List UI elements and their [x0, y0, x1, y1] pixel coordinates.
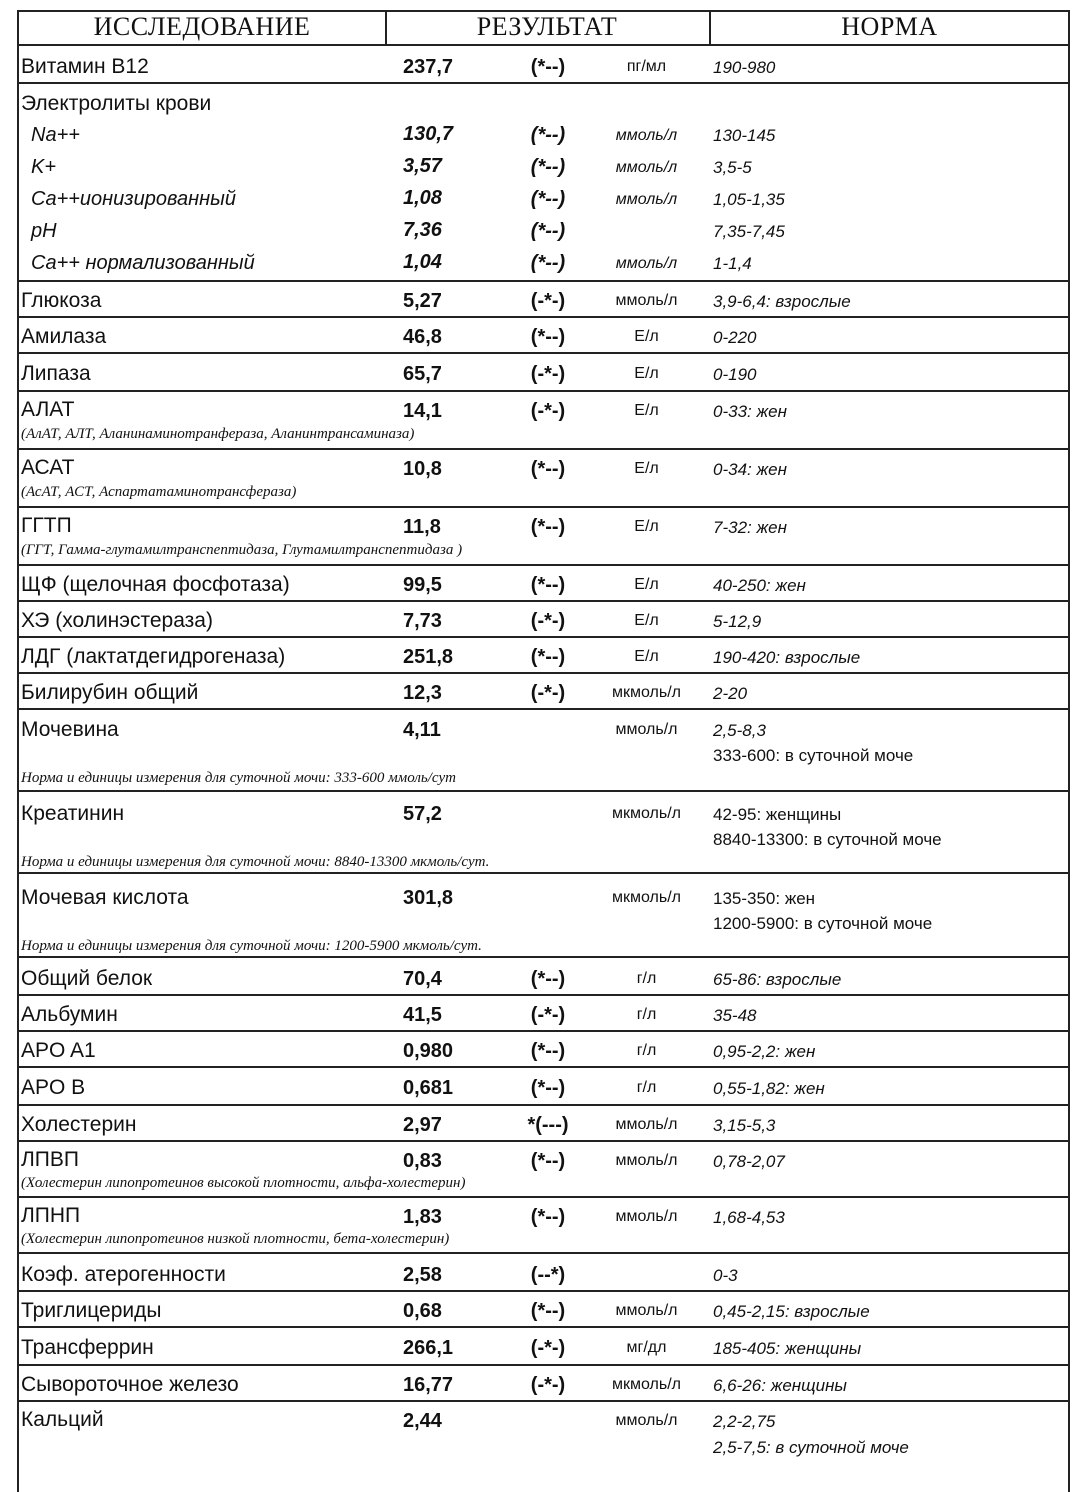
- test-unit: мкмоль/л: [612, 805, 681, 822]
- test-norm-urine: 2,5-7,5: в суточной моче: [713, 1438, 909, 1457]
- test-unit: Е/л: [634, 648, 659, 665]
- sub-test-name: Na++: [31, 124, 80, 146]
- test-value: 0,83: [403, 1150, 442, 1172]
- test-name: Триглицериды: [21, 1299, 162, 1322]
- test-norm: 3,9-6,4: взрослые: [713, 292, 851, 311]
- sub-test-norm: 7,35-7,45: [713, 222, 785, 241]
- test-name: Креатинин: [21, 802, 125, 825]
- results-table: [17, 46, 1070, 1492]
- test-value: 41,5: [403, 1004, 442, 1026]
- test-unit: Е/л: [634, 365, 659, 382]
- test-name: Мочевая кислота: [21, 886, 189, 909]
- test-norm-urine: 333-600: в суточной моче: [713, 746, 914, 765]
- test-name: АЛАТ: [21, 398, 75, 421]
- test-norm: 65-86: взрослые: [713, 970, 842, 989]
- sub-test-unit: ммоль/л: [615, 127, 678, 144]
- sub-test-value: 3,57: [403, 155, 442, 177]
- test-flag: *(---): [527, 1114, 569, 1136]
- test-flag: (*--): [530, 646, 566, 668]
- test-norm: 3,15-5,3: [713, 1116, 776, 1135]
- test-unit: Е/л: [634, 402, 659, 419]
- test-note: (АсАТ, АСТ, Аспартатаминотрансфераза): [21, 484, 297, 500]
- sub-test-unit: ммоль/л: [615, 159, 678, 176]
- sub-test-name: pH: [31, 220, 57, 242]
- test-unit: ммоль/л: [615, 1208, 678, 1225]
- sub-test-flag: (*--): [530, 188, 566, 210]
- test-name: Сывороточное железо: [21, 1373, 239, 1396]
- test-norm: 135-350: жен: [713, 889, 816, 908]
- test-note: (АлАТ, АЛТ, Аланинаминотранфераза, Аланинтрансаминаза): [21, 426, 415, 442]
- test-norm: 2-20: [713, 684, 748, 703]
- sub-test-flag: (*--): [530, 220, 566, 242]
- test-unit: мг/дл: [626, 1339, 667, 1356]
- header-result: РЕЗУЛЬТАТ: [385, 12, 711, 46]
- test-flag: (-*-): [530, 682, 566, 704]
- test-flag: (*--): [530, 1077, 566, 1099]
- sub-test-value: 1,04: [403, 251, 442, 273]
- test-unit: ммоль/л: [615, 1152, 678, 1169]
- sub-test-value: 7,36: [403, 219, 442, 241]
- test-value: 5,27: [403, 290, 442, 312]
- test-unit: мкмоль/л: [612, 684, 681, 701]
- test-value: 99,5: [403, 574, 442, 596]
- test-unit: Е/л: [634, 328, 659, 345]
- test-note: (Холестерин липопротеинов высокой плотности, альфа-холестерин): [21, 1175, 466, 1191]
- table-row: [19, 1364, 1068, 1402]
- test-value: 14,1: [403, 400, 442, 422]
- test-value: 2,44: [403, 1410, 442, 1432]
- test-note: Норма и единицы измерения для суточной мочи: 1200-5900 мкмоль/сут.: [21, 938, 482, 954]
- test-unit: г/л: [636, 1006, 657, 1023]
- test-flag: (*--): [530, 968, 566, 990]
- test-unit: мкмоль/л: [612, 889, 681, 906]
- test-unit: г/л: [636, 1042, 657, 1059]
- sub-test-norm: 1,05-1,35: [713, 190, 785, 209]
- test-flag: (*--): [530, 56, 566, 78]
- table-row: [19, 564, 1068, 602]
- test-norm: 7-32: жен: [713, 518, 787, 537]
- test-name: APO B: [21, 1076, 86, 1099]
- table-row: [19, 280, 1068, 318]
- table-row: [19, 316, 1068, 354]
- test-note: Норма и единицы измерения для суточной мочи: 333-600 ммоль/сут: [21, 770, 456, 786]
- test-norm: 185-405: женщины: [713, 1339, 862, 1358]
- test-value: 2,58: [403, 1264, 442, 1286]
- test-norm: 6,6-26: женщины: [713, 1376, 847, 1395]
- table-row: [19, 448, 1068, 508]
- test-norm: 0-190: [713, 365, 757, 384]
- test-unit: ммоль/л: [615, 1116, 678, 1133]
- test-norm: 0-34: жен: [713, 460, 787, 479]
- test-norm: 0,45-2,15: взрослые: [713, 1302, 870, 1321]
- test-name: ГГТП: [21, 514, 72, 537]
- test-flag: (--*): [530, 1264, 566, 1286]
- test-norm: 35-48: [713, 1006, 757, 1025]
- table-row: [19, 672, 1068, 710]
- table-row: [19, 1326, 1068, 1366]
- test-unit: г/л: [636, 1079, 657, 1096]
- test-value: 301,8: [403, 887, 454, 909]
- test-note: (Холестерин липопротеинов низкой плотности, бета-холестерин): [21, 1231, 450, 1247]
- test-flag: (-*-): [530, 400, 566, 422]
- test-norm: 5-12,9: [713, 612, 762, 631]
- test-name: Билирубин общий: [21, 681, 199, 704]
- sub-test-unit: ммоль/л: [615, 191, 678, 208]
- test-unit: ммоль/л: [615, 1412, 678, 1429]
- test-value: 251,8: [403, 646, 454, 668]
- test-value: 57,2: [403, 803, 442, 825]
- test-name: Липаза: [21, 362, 91, 385]
- test-flag: (*--): [530, 516, 566, 538]
- test-norm: 0-33: жен: [713, 402, 787, 421]
- test-value: 0,681: [403, 1077, 454, 1099]
- test-value: 0,68: [403, 1300, 442, 1322]
- test-flag: (*--): [530, 458, 566, 480]
- test-value: 4,11: [403, 719, 441, 741]
- test-unit: ммоль/л: [615, 1302, 678, 1319]
- test-norm: 2,2-2,75: [713, 1412, 776, 1431]
- test-norm: 0-3: [713, 1266, 738, 1285]
- table-row: [19, 872, 1068, 958]
- sub-test-name: Ca++ нормализованный: [31, 252, 255, 274]
- test-name: Кальций: [21, 1408, 104, 1431]
- sub-test-flag: (*--): [530, 156, 566, 178]
- test-unit: ммоль/л: [615, 721, 678, 738]
- table-header: [17, 10, 1070, 46]
- table-row: [19, 1290, 1068, 1328]
- test-value: 0,980: [403, 1040, 454, 1062]
- sub-test-norm: 3,5-5: [713, 158, 752, 177]
- group-name: Электролиты крови: [21, 92, 212, 115]
- sub-test-value: 1,08: [403, 187, 442, 209]
- table-row: [19, 994, 1068, 1032]
- test-unit: Е/л: [634, 460, 659, 477]
- table-row: [19, 708, 1068, 792]
- table-row: [19, 790, 1068, 874]
- test-unit: ммоль/л: [615, 292, 678, 309]
- test-name: Коэф. атерогенности: [21, 1263, 226, 1286]
- test-value: 266,1: [403, 1337, 454, 1359]
- test-flag: (*--): [530, 1300, 566, 1322]
- test-value: 237,7: [403, 56, 454, 78]
- test-value: 16,77: [403, 1374, 454, 1396]
- table-row: [19, 46, 1068, 84]
- header-study: ИССЛЕДОВАНИЕ: [19, 12, 387, 46]
- test-value: 12,3: [403, 682, 442, 704]
- test-name: Альбумин: [21, 1003, 118, 1026]
- test-flag: (*--): [530, 1040, 566, 1062]
- test-unit: Е/л: [634, 518, 659, 535]
- test-flag: (-*-): [530, 363, 566, 385]
- test-flag: (-*-): [530, 1004, 566, 1026]
- test-unit: Е/л: [634, 576, 659, 593]
- table-row: [19, 1140, 1068, 1198]
- test-unit: г/л: [636, 970, 657, 987]
- test-norm: 0-220: [713, 328, 757, 347]
- sub-test-value: 130,7: [403, 123, 454, 145]
- test-unit: пг/мл: [626, 58, 667, 75]
- table-row: [19, 506, 1068, 566]
- test-name: ЛПВП: [21, 1148, 79, 1171]
- test-name: Общий белок: [21, 967, 153, 990]
- test-name: ЛДГ (лактатдегидрогеназа): [21, 645, 286, 668]
- test-name: Холестерин: [21, 1113, 137, 1136]
- test-name: ЩФ (щелочная фосфотаза): [21, 573, 290, 596]
- test-flag: (*--): [530, 1206, 566, 1228]
- test-norm: 42-95: женщины: [713, 805, 842, 824]
- table-row: [19, 1030, 1068, 1068]
- test-note: (ГГТ, Гамма-глутамилтранспептидаза, Глутамилтранспептидаза ): [21, 542, 463, 558]
- test-value: 2,97: [403, 1114, 442, 1136]
- table-row: [19, 1252, 1068, 1292]
- test-norm: 2,5-8,3: [713, 721, 766, 740]
- table-row: [19, 1400, 1068, 1492]
- test-note: Норма и единицы измерения для суточной мочи: 8840-13300 мкмоль/сут.: [21, 854, 490, 870]
- test-norm: 0,95-2,2: жен: [713, 1042, 816, 1061]
- sub-test-name: K+: [31, 156, 57, 178]
- table-row: [19, 390, 1068, 450]
- test-unit: Е/л: [634, 612, 659, 629]
- test-name: ХЭ (холинэстераза): [21, 609, 213, 632]
- test-flag: (-*-): [530, 290, 566, 312]
- sub-test-norm: 130-145: [713, 126, 776, 145]
- sub-test-flag: (*--): [530, 252, 566, 274]
- test-name: ЛПНП: [21, 1204, 81, 1227]
- table-row: [19, 956, 1068, 996]
- table-row: [19, 1104, 1068, 1142]
- test-norm-urine: 1200-5900: в суточной моче: [713, 914, 933, 933]
- test-norm: 0,78-2,07: [713, 1152, 785, 1171]
- test-name: Амилаза: [21, 325, 107, 348]
- table-row: [19, 1066, 1068, 1106]
- test-flag: (-*-): [530, 1374, 566, 1396]
- sub-test-name: Ca++ионизированный: [31, 188, 236, 210]
- test-norm: 0,55-1,82: жен: [713, 1079, 825, 1098]
- test-norm-urine: 8840-13300: в суточной моче: [713, 830, 942, 849]
- test-name: Витамин В12: [21, 55, 149, 78]
- sub-test-unit: ммоль/л: [615, 255, 678, 272]
- test-flag: (*--): [530, 1150, 566, 1172]
- test-value: 7,73: [403, 610, 442, 632]
- test-norm: 40-250: жен: [713, 576, 806, 595]
- test-flag: (-*-): [530, 610, 566, 632]
- table-row: [19, 352, 1068, 392]
- test-value: 1,83: [403, 1206, 442, 1228]
- test-name: АСАТ: [21, 456, 75, 479]
- table-row: [19, 82, 1068, 282]
- test-value: 70,4: [403, 968, 442, 990]
- header-norm: НОРМА: [841, 12, 938, 41]
- table-row: [19, 636, 1068, 674]
- table-row: [19, 600, 1068, 638]
- test-value: 10,8: [403, 458, 442, 480]
- sub-test-flag: (*--): [530, 124, 566, 146]
- test-value: 65,7: [403, 363, 442, 385]
- test-name: Мочевина: [21, 718, 119, 741]
- test-norm: 190-420: взрослые: [713, 648, 861, 667]
- test-value: 11,8: [403, 516, 441, 538]
- test-flag: (-*-): [530, 1337, 566, 1359]
- test-flag: (*--): [530, 326, 566, 348]
- sub-test-norm: 1-1,4: [713, 254, 752, 273]
- test-flag: (*--): [530, 574, 566, 596]
- test-name: Трансферрин: [21, 1336, 154, 1359]
- table-row: [19, 1196, 1068, 1254]
- test-value: 46,8: [403, 326, 442, 348]
- test-unit: мкмоль/л: [612, 1376, 681, 1393]
- test-name: Глюкоза: [21, 289, 102, 312]
- test-name: APO A1: [21, 1039, 96, 1062]
- test-norm: 1,68-4,53: [713, 1208, 785, 1227]
- test-norm: 190-980: [713, 58, 776, 77]
